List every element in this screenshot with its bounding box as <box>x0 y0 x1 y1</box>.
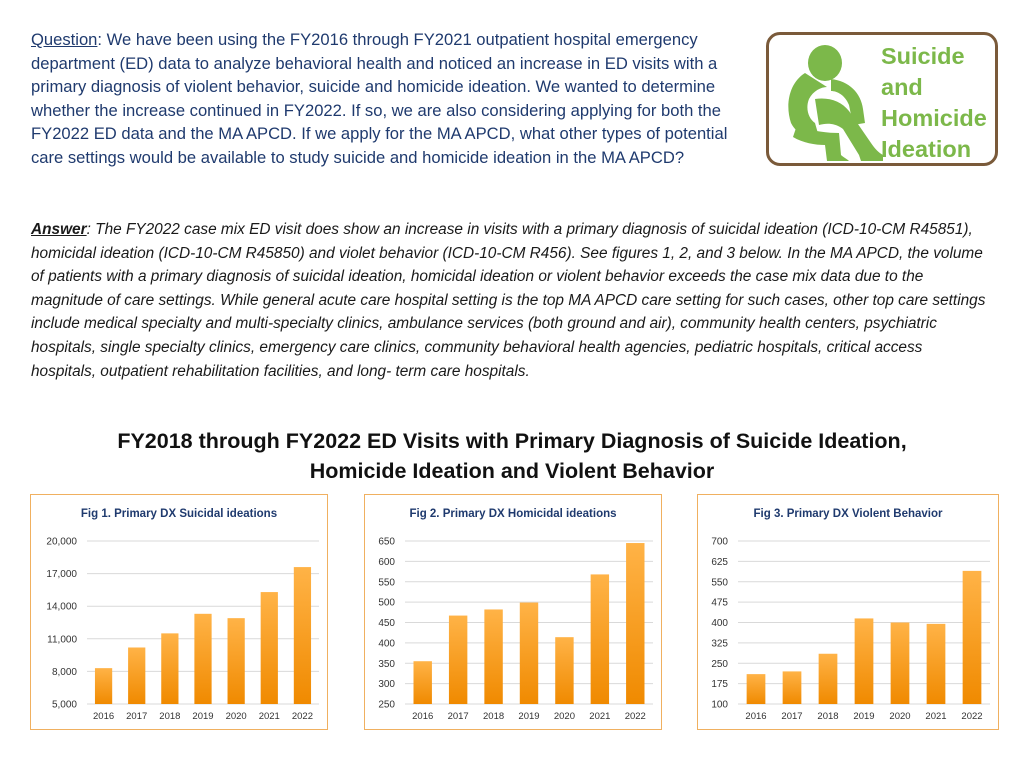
y-tick-label: 11,000 <box>47 634 77 646</box>
y-tick-label: 250 <box>378 699 395 711</box>
x-tick-label: 2019 <box>192 711 214 722</box>
x-tick-label: 2018 <box>159 711 181 722</box>
x-tick-label: 2022 <box>624 711 646 722</box>
topic-logo <box>766 32 998 166</box>
logo-title <box>881 41 998 165</box>
y-tick-label: 550 <box>378 577 395 589</box>
bar-2018 <box>161 633 178 704</box>
bar-2018 <box>819 654 838 704</box>
y-tick-label: 175 <box>711 679 728 691</box>
x-tick-label: 2019 <box>518 711 540 722</box>
logo-line: and <box>881 74 923 100</box>
bar-2019 <box>194 614 211 704</box>
answer-label: Answer <box>31 221 87 238</box>
bar-2019 <box>520 603 538 704</box>
x-tick-label: 2020 <box>225 711 247 722</box>
x-tick-label: 2020 <box>889 711 911 722</box>
x-tick-label: 2019 <box>853 711 875 722</box>
bar-2017 <box>449 616 467 704</box>
charts-main-title: FY2018 through FY2022 ED Visits with Primary Diagnosis of Suicide Ideation, Homicide Ideation and Violent Behavior <box>117 429 907 483</box>
y-tick-label: 5,000 <box>51 699 77 711</box>
x-tick-label: 2018 <box>483 711 505 722</box>
x-tick-label: 2021 <box>258 711 280 722</box>
bar-2021 <box>261 592 278 704</box>
chart-title: Fig 1. Primary DX Suicidal ideations <box>80 508 278 520</box>
y-tick-label: 550 <box>711 577 728 589</box>
x-tick-label: 2017 <box>447 711 469 722</box>
bar-2022 <box>294 567 311 704</box>
y-tick-label: 350 <box>378 658 395 670</box>
bar-2022 <box>963 571 982 704</box>
x-tick-label: 2016 <box>412 711 434 722</box>
logo-line: Suicide <box>881 43 965 69</box>
bar-2021 <box>591 574 609 704</box>
bar-chart-violent <box>698 495 1000 731</box>
x-tick-label: 2021 <box>925 711 947 722</box>
bar-2021 <box>927 624 946 704</box>
bar-2019 <box>855 618 874 704</box>
question-paragraph <box>31 28 761 169</box>
question-text: We have been using the FY2016 through FY2021 outpatient hospital emergency department (ED) data to analyze behavioral health and noticed an increase in ED visits with a primary diagnosis of violent behavior, suicide and homicide ideation. We wanted to determine whether the increase continued in FY2022. If so, we are also considering applying for both the FY2022 ED data and the MA APCD. If we apply for the MA APCD, what other types of potential care settings would be available to study suicide and homicide ideation in the MA APCD? <box>31 30 728 167</box>
y-tick-label: 325 <box>711 638 728 650</box>
y-tick-label: 700 <box>711 536 728 548</box>
y-tick-label: 400 <box>378 638 395 650</box>
x-tick-label: 2020 <box>553 711 575 722</box>
x-tick-label: 2021 <box>589 711 611 722</box>
bar-2016 <box>414 661 432 704</box>
x-tick-label: 2016 <box>93 711 115 722</box>
chart-title: Fig 3. Primary DX Violent Behavior <box>753 508 943 520</box>
chart-card-homicidal-ideations <box>364 494 662 730</box>
y-tick-label: 100 <box>711 699 728 711</box>
bar-2017 <box>128 647 145 704</box>
bar-2020 <box>891 623 910 705</box>
bar-chart-homicidal <box>365 495 663 731</box>
logo-line: Homicide <box>881 105 987 131</box>
bar-2016 <box>747 674 766 704</box>
y-tick-label: 8,000 <box>51 666 77 678</box>
y-tick-label: 400 <box>711 618 728 629</box>
x-tick-label: 2022 <box>961 711 983 722</box>
y-tick-label: 250 <box>711 658 728 670</box>
y-tick-label: 500 <box>378 597 395 609</box>
y-tick-label: 475 <box>711 597 728 609</box>
y-tick-label: 450 <box>378 618 395 629</box>
x-tick-label: 2016 <box>745 711 767 722</box>
chart-card-suicidal-ideations <box>30 494 328 730</box>
question-label: Question <box>31 30 98 49</box>
answer-text: : The FY2022 case mix ED visit does show an increase in visits with a primary diagnosis of suicidal ideation (ICD-10-CM R45851), homicidal ideation (ICD-10-CM R45850) and violet behavior (ICD-10-CM R456). See figures 1, 2, and 3 below. In the MA APCD, the volume of patients with a primary diagnosis of suicidal ideation, homicidal ideation or violent behavior exceeds the case mix data due to the magnitude of care settings. While general acute care hospital setting is the top MA APCD care setting for such cases, other top care settings include medical specialty and multi-specialty clinics, ambulance services (both ground and air), community health centers, psychiatric hospitals, single specialty clinics, emergency care clinics, community behavioral health agencies, pediatric hospitals, critical access hospitals, outpatient rehabilitation facilities, and long- term care hospitals. <box>31 221 986 380</box>
x-tick-label: 2018 <box>817 711 839 722</box>
y-tick-label: 625 <box>711 556 728 568</box>
y-tick-label: 14,000 <box>46 601 77 613</box>
chart-card-violent-behavior <box>697 494 999 730</box>
person-sitting-head-in-hands-icon <box>775 39 887 163</box>
x-tick-label: 2022 <box>291 711 313 722</box>
x-tick-label: 2017 <box>781 711 803 722</box>
bar-2017 <box>783 671 802 704</box>
answer-paragraph <box>31 218 991 383</box>
bar-2020 <box>555 637 573 704</box>
bar-2020 <box>228 618 245 704</box>
chart-title: Fig 2. Primary DX Homicidal ideations <box>409 508 617 520</box>
y-tick-label: 650 <box>378 536 395 548</box>
logo-line: Ideation <box>881 136 972 162</box>
y-tick-label: 300 <box>378 679 395 691</box>
bar-2022 <box>626 543 644 704</box>
y-tick-label: 600 <box>378 556 395 568</box>
bar-2016 <box>95 668 112 704</box>
y-tick-label: 17,000 <box>46 569 77 581</box>
bar-2018 <box>484 609 502 704</box>
y-tick-label: 20,000 <box>46 536 77 548</box>
x-tick-label: 2017 <box>126 711 148 722</box>
question-separator: : <box>97 30 107 49</box>
bar-chart-suicidal <box>31 495 329 731</box>
